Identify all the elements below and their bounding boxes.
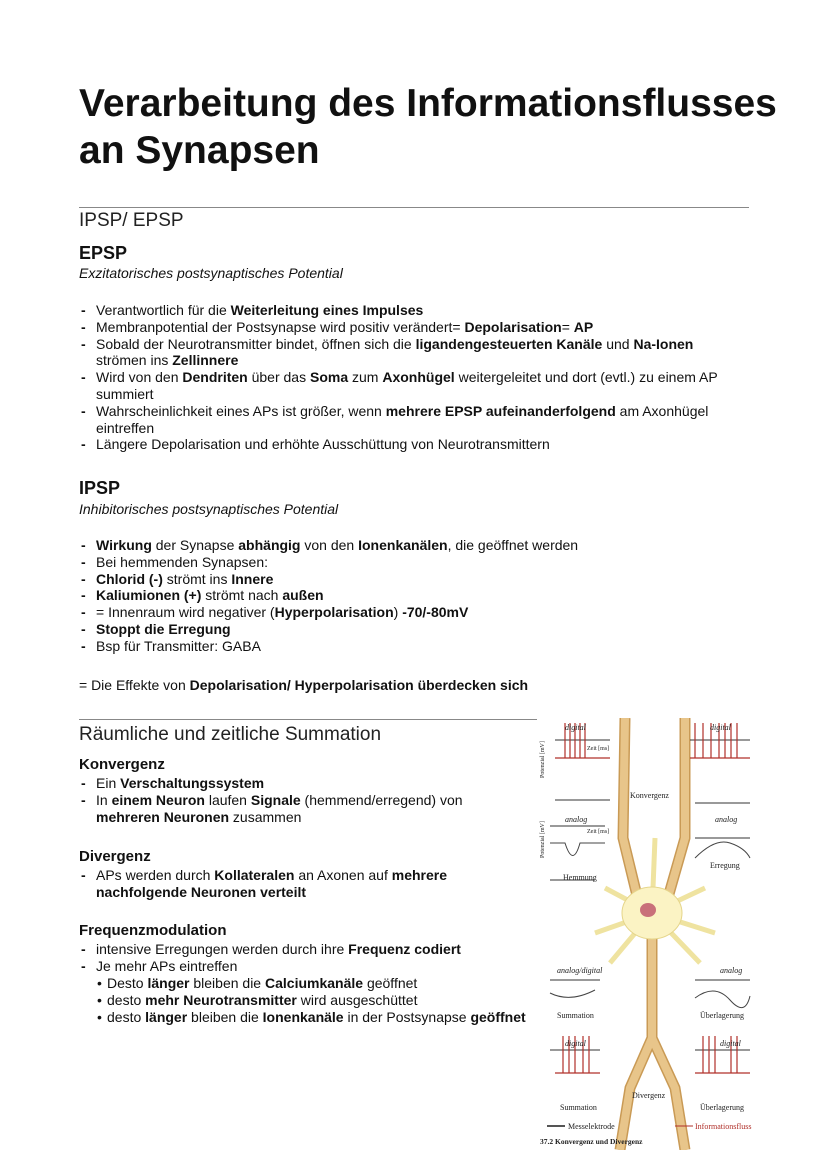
text: am Axonhügel eintreffen [96, 402, 709, 436]
text: Bei hemmenden Synapsen: [96, 553, 268, 570]
text: Wahrscheinlichkeit eines APs ist größer, wenn [96, 402, 386, 419]
label-analog: analog [715, 815, 738, 824]
section-heading-summation: Räumliche und zeitliche Summation [79, 724, 382, 745]
epsp-subtitle: Exzitatorisches postsynaptisches Potential [79, 265, 343, 281]
list-item [96, 1009, 536, 1026]
text: geöffnet [363, 975, 418, 991]
text: ) [393, 604, 403, 621]
label-potential: Potenzial [mV] [540, 741, 546, 778]
konvergenz-list [79, 775, 509, 825]
text: desto [107, 991, 146, 1008]
bold-text: -70/-80mV [402, 604, 469, 621]
bold-text: Ionenkanäle [262, 1008, 344, 1025]
bold-text: Kaliumionen (+) [96, 587, 202, 604]
label-summation: Summation [560, 1103, 597, 1112]
bold-text: Zellinnere [172, 352, 239, 369]
label-divergenz: Divergenz [632, 1091, 666, 1100]
bold-text: Soma [309, 369, 349, 386]
frequenz-heading: Frequenzmodulation [79, 922, 227, 939]
list-item [79, 403, 729, 437]
label-digital: digital [565, 723, 586, 732]
bold-text: außen [282, 587, 324, 604]
list-item [79, 958, 519, 975]
bold-text: mehreren Neuronen [96, 808, 230, 825]
ipsp-heading: IPSP [79, 478, 121, 498]
label-digital: digital [565, 1039, 586, 1048]
text: strömen ins [96, 352, 173, 369]
bold-text: mehrere nachfolgende Neuronen verteilt [96, 867, 448, 900]
text: Wird von den [96, 369, 183, 386]
figure-caption: 37.2 Konvergenz und Divergenz [540, 1137, 643, 1146]
text: bleiben die [187, 1008, 263, 1025]
label-summation: Summation [557, 1011, 594, 1020]
text: Je mehr APs eintreffen [96, 957, 238, 974]
text: Längere Depolarisation und erhöhte Ausschüttung von Neurotransmittern [96, 436, 550, 453]
list-item [79, 587, 729, 604]
text: desto [107, 1008, 146, 1025]
list-item [79, 604, 729, 621]
bold-text: ligandengesteuerten Kanäle [415, 335, 603, 352]
bold-text: länger [147, 975, 190, 991]
text: Desto [107, 975, 148, 991]
bold-text: Hyperpolarisation [274, 604, 394, 621]
text: laufen [204, 791, 251, 808]
frequenz-list [79, 941, 519, 975]
divergenz-heading: Divergenz [79, 848, 151, 865]
konvergenz-heading: Konvergenz [79, 756, 165, 773]
text: intensive Erregungen werden durch ihre [96, 941, 349, 957]
bold-text: Dendriten [182, 369, 248, 386]
text: wird ausgeschüttet [296, 991, 418, 1008]
list-item [79, 436, 729, 453]
label-hemmung: Hemmung [563, 873, 597, 882]
text: und [602, 335, 634, 352]
label-zeit: Zeit [ms] [587, 746, 610, 752]
text: der Synapse [151, 537, 239, 553]
bold-text: geöffnet [470, 1008, 526, 1025]
text: zusammen [229, 808, 302, 825]
label-ueberlagerung: Überlagerung [700, 1103, 744, 1112]
bold-text: Verschaltungssystem [120, 775, 265, 791]
conclusion [79, 677, 528, 693]
bold-text: Innere [231, 570, 274, 587]
divergenz-list [79, 867, 509, 901]
text: über das [247, 369, 310, 386]
bold-text: Signale [250, 791, 301, 808]
neuron-drawing [595, 718, 715, 1150]
konvergenz-divergenz-figure [535, 718, 760, 1150]
bold-text: Depolarisation/ Hyperpolarisation überdecken sich [189, 677, 529, 693]
bold-text: Wirkung [96, 537, 152, 553]
bold-text: einem Neuron [111, 791, 205, 808]
bold-text: abhängig [238, 537, 301, 553]
text: , die geöffnet werden [447, 537, 579, 553]
bold-text: mehrere EPSP aufeinanderfolgend [385, 402, 616, 419]
text: in der Postsynapse [343, 1008, 471, 1025]
label-messelektrode: Messelektrode [568, 1122, 615, 1131]
label-informationsfluss: Informationsfluss [695, 1122, 752, 1131]
label-ueberlagerung: Überlagerung [700, 1011, 744, 1020]
bold-text: Kollateralen [214, 867, 295, 883]
label-zeit: Zeit [ms] [587, 829, 610, 835]
text: strömt nach [201, 587, 283, 604]
ipsp-list [79, 537, 729, 655]
bold-text: Weiterleitung eines Impulses [230, 302, 424, 318]
label-analog-digital: analog/digital [557, 966, 603, 975]
bold-text: Frequenz codiert [348, 941, 461, 957]
text: bleiben die [189, 975, 265, 991]
text: APs werden durch [96, 867, 215, 883]
list-item [96, 992, 536, 1009]
list-item [79, 319, 729, 336]
text: Bsp für Transmitter: GABA [96, 637, 261, 654]
bold-text: Chlorid (-) [96, 570, 163, 587]
bold-text: mehr Neurotransmitter [145, 991, 297, 1008]
bold-text: Depolarisation [464, 318, 562, 335]
section-heading-ipsp-epsp: IPSP/ EPSP [79, 210, 184, 231]
list-item [79, 554, 729, 571]
list-item [79, 336, 729, 370]
divider [79, 719, 537, 720]
text: = Innenraum wird negativer ( [96, 604, 275, 621]
label-digital: digital [710, 723, 731, 732]
bold-text: Na-Ionen [633, 335, 694, 352]
text: von den [300, 537, 359, 553]
text: zum [348, 369, 383, 386]
text: Verantwortlich für die [96, 302, 231, 318]
list-item [79, 621, 729, 638]
text: strömt ins [162, 570, 232, 587]
ipsp-subtitle: Inhibitorisches postsynaptisches Potential [79, 501, 339, 517]
list-item [79, 867, 509, 901]
frequenz-sublist [79, 975, 536, 1025]
list-item [79, 302, 729, 319]
text: Sobald der Neurotransmitter bindet, öffnen sich die [96, 335, 416, 352]
text: = Die Effekte von [79, 677, 190, 693]
list-item [79, 369, 729, 403]
text: = [561, 318, 574, 335]
text: In [96, 791, 112, 808]
bold-text: Stoppt die Erregung [96, 620, 231, 637]
epsp-list [79, 302, 729, 453]
list-item [96, 975, 536, 992]
text: (hemmend/erregend) von [300, 791, 463, 808]
list-item [79, 638, 729, 655]
list-item [79, 571, 729, 588]
divider [79, 207, 749, 208]
list-item [79, 941, 519, 958]
page-title: Verarbeitung des Informationsflusses an Synapsen [79, 82, 777, 172]
bold-text: Calciumkanäle [265, 975, 364, 991]
bold-text: Ionenkanälen [358, 537, 448, 553]
label-analog: analog [565, 815, 588, 824]
list-item [79, 775, 509, 792]
text: Ein [96, 775, 121, 791]
list-item [79, 537, 729, 554]
epsp-heading: EPSP [79, 243, 128, 263]
bold-text: AP [573, 318, 594, 335]
label-konvergenz: Konvergenz [630, 791, 669, 800]
label-analog: analog [720, 966, 743, 975]
label-potential: Potenzial [mV] [540, 821, 546, 858]
text: weitergeleitet und dort (evtl.) zu einem AP summiert [96, 369, 718, 402]
label-digital: digital [720, 1039, 741, 1048]
bold-text: Axonhügel [382, 369, 455, 386]
bold-text: länger [145, 1008, 188, 1025]
label-erregung: Erregung [710, 861, 740, 870]
text: Membranpotential der Postsynapse wird positiv verändert= [96, 318, 465, 335]
list-item [79, 792, 509, 826]
text: an Axonen auf [294, 867, 392, 883]
